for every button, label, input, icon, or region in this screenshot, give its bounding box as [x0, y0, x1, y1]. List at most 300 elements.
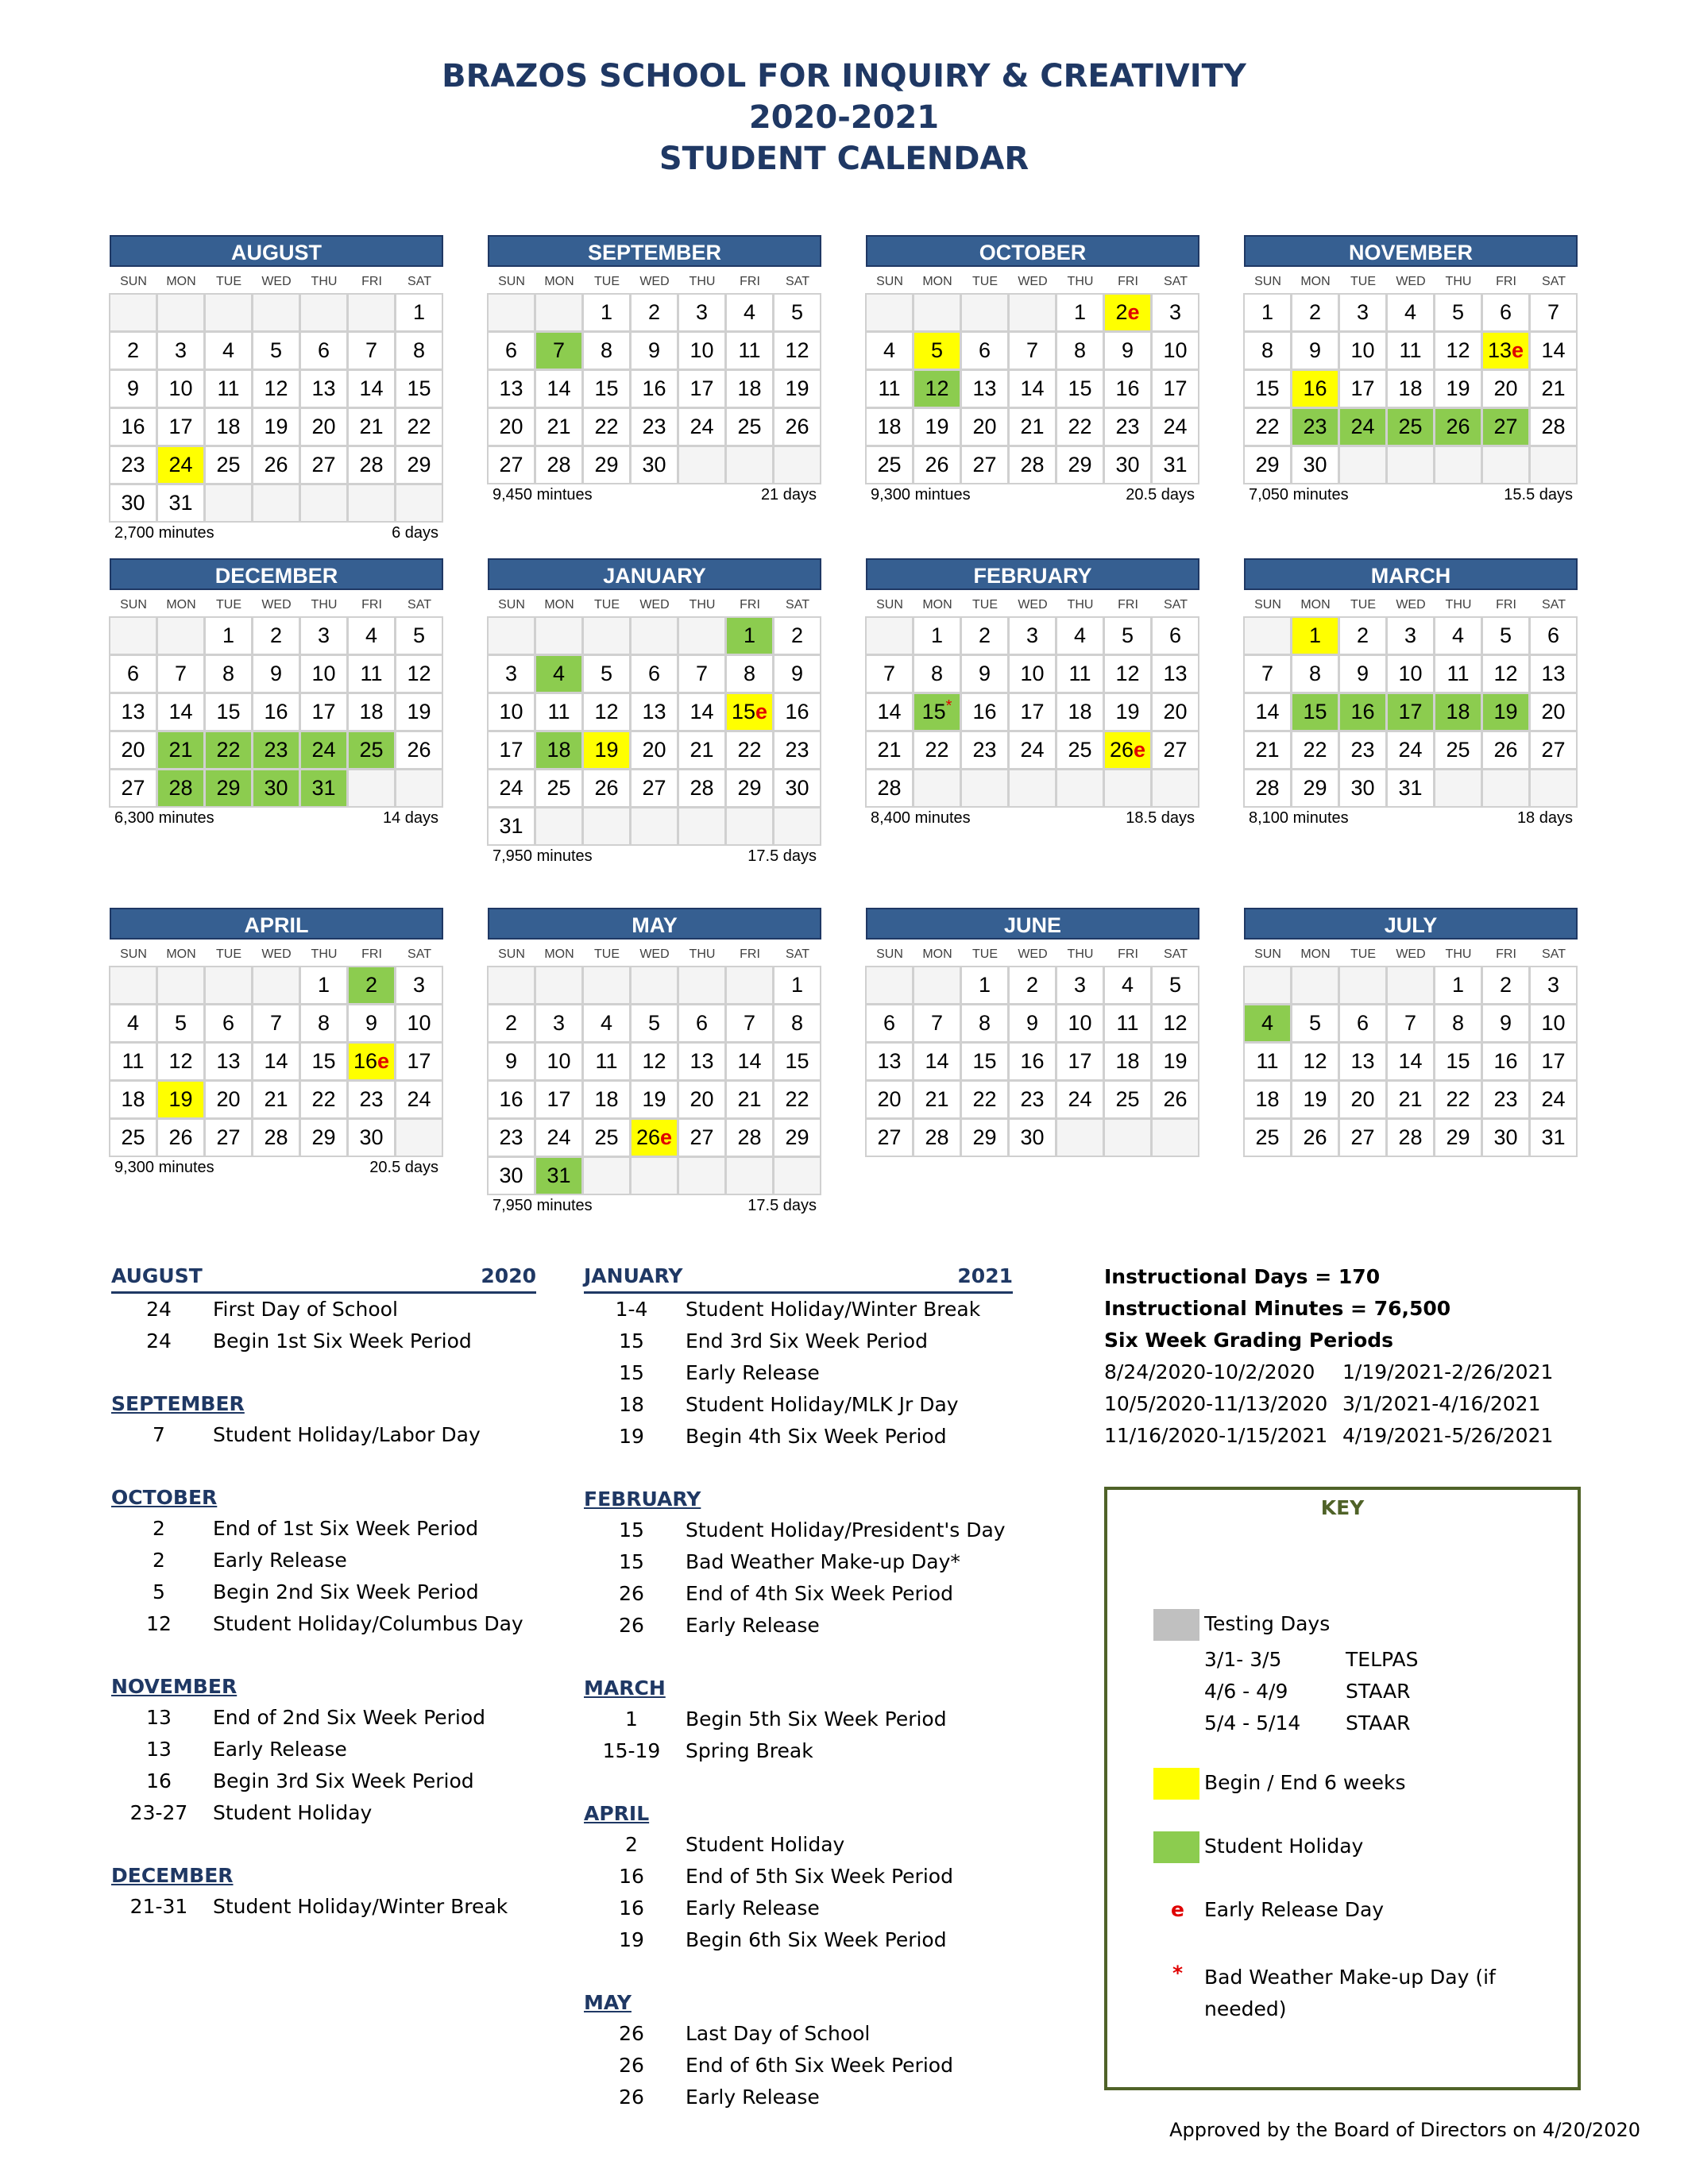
day-cell — [252, 1118, 300, 1157]
day-number: 10 — [168, 376, 193, 400]
day-cell — [1481, 407, 1530, 446]
day-cell — [1151, 331, 1199, 370]
day-number: 10 — [1020, 662, 1045, 685]
weekday-label: SAT — [786, 947, 809, 961]
day-cell — [347, 731, 396, 770]
day-cell — [773, 1042, 821, 1081]
event-row — [111, 1545, 536, 1576]
day-number: 8 — [1308, 662, 1322, 685]
empty-day-cell — [1151, 769, 1199, 808]
day-number: 18 — [1115, 1049, 1140, 1073]
day-cell — [347, 1004, 396, 1043]
day-number: 19 — [1115, 700, 1140, 723]
day-number: 10 — [689, 338, 714, 362]
day-grid — [110, 294, 443, 523]
day-number: 2 — [1026, 973, 1039, 997]
event-date: 23-27 — [129, 1801, 188, 1824]
day-cell — [773, 769, 821, 808]
day-number: 27 — [972, 453, 997, 477]
day-cell — [1291, 1004, 1339, 1043]
day-cell — [773, 369, 821, 408]
day-number: 18 — [547, 738, 571, 762]
day-number: 30 — [1303, 453, 1327, 477]
weekday-row — [1244, 593, 1578, 617]
event-row — [584, 1389, 1013, 1421]
grading-period-row: 11/16/2020-1/15/2021 4/19/2021-5/26/2021 — [1104, 1424, 1554, 1447]
event-row — [584, 1893, 1013, 1924]
day-cell — [1291, 1080, 1339, 1119]
day-cell — [1386, 769, 1435, 808]
day-cell — [156, 1042, 205, 1081]
event-section-may — [584, 1988, 1013, 2113]
day-number: 11 — [1116, 1011, 1139, 1035]
weekday-label: TUE — [594, 947, 620, 961]
day-number: 20 — [121, 738, 145, 762]
day-number: 1 — [1451, 973, 1465, 997]
day-cell — [913, 446, 961, 484]
day-number: 17 — [689, 376, 714, 400]
day-number: 12 — [168, 1049, 193, 1073]
day-number: 5 — [412, 623, 426, 647]
weekday-label: SUN — [498, 947, 525, 961]
day-cell — [1529, 616, 1578, 655]
event-date: 26 — [619, 1614, 644, 1637]
day-number: 25 — [1115, 1087, 1140, 1111]
month-totals — [1244, 809, 1578, 828]
day-number: 21 — [1541, 376, 1566, 400]
day-cell — [1529, 654, 1578, 693]
weekday-label: SUN — [1254, 275, 1281, 288]
day-cell — [913, 1042, 961, 1081]
day-cell — [1056, 966, 1104, 1005]
minutes-total: 6,300 minutes — [114, 809, 214, 827]
day-cell — [252, 1042, 300, 1081]
day-cell — [535, 1080, 583, 1119]
day-number: 4 — [600, 1011, 613, 1035]
event-section-october — [111, 1483, 536, 1640]
day-cell — [1338, 769, 1387, 808]
day-cell — [1481, 331, 1530, 370]
event-date: 13 — [146, 1706, 172, 1729]
event-month-heading — [584, 1799, 1013, 1829]
day-cell — [1151, 1080, 1199, 1119]
day-cell — [773, 731, 821, 770]
weekday-label: SUN — [876, 275, 903, 288]
day-number: 2 — [1499, 973, 1512, 997]
day-cell — [252, 693, 300, 731]
event-description: Student Holiday/Labor Day — [213, 1423, 481, 1446]
event-description: Student Holiday — [686, 1833, 845, 1856]
day-number: 15 — [216, 700, 241, 723]
days-total: 17.5 days — [747, 847, 817, 865]
day-cell — [156, 1004, 205, 1043]
day-number: 22 — [785, 1087, 809, 1111]
day-cell — [1434, 293, 1482, 332]
grading-period-row: 10/5/2020-11/13/2020 3/1/2021-4/16/2021 — [1104, 1392, 1541, 1415]
month-header: OCTOBER — [866, 235, 1199, 267]
event-date: 24 — [146, 1329, 172, 1352]
day-number: 18 — [1255, 1087, 1280, 1111]
key-box — [1104, 1487, 1581, 2090]
day-number: 4 — [1073, 623, 1087, 647]
day-number: 16 — [1493, 1049, 1518, 1073]
day-number: 30 — [1020, 1125, 1045, 1149]
day-number: 17 — [168, 415, 193, 438]
weekday-label: SUN — [120, 275, 147, 288]
day-cell — [630, 731, 678, 770]
day-cell — [395, 966, 443, 1005]
day-cell — [299, 616, 348, 655]
day-cell — [1529, 1004, 1578, 1043]
event-date: 2 — [625, 1833, 638, 1856]
days-total: 18.5 days — [1126, 809, 1195, 827]
event-row — [584, 1861, 1013, 1893]
event-description: Student Holiday/Columbus Day — [213, 1612, 523, 1635]
event-description: End 3rd Six Week Period — [686, 1329, 928, 1352]
month-header: AUGUST — [110, 235, 443, 267]
empty-day-cell — [535, 966, 583, 1005]
day-cell — [1481, 693, 1530, 731]
day-cell — [630, 331, 678, 370]
month-july — [1244, 908, 1578, 1157]
day-cell — [156, 769, 205, 808]
day-number: 27 — [121, 776, 145, 800]
day-number: 28 — [1020, 453, 1045, 477]
school-name: BRAZOS SCHOOL FOR INQUIRY & CREATIVITY — [442, 58, 1246, 95]
event-month-heading — [584, 1988, 1013, 2018]
day-number: 26 — [594, 776, 619, 800]
empty-day-cell — [204, 966, 253, 1005]
day-number: 8 — [790, 1011, 804, 1035]
day-number: 16 — [1020, 1049, 1045, 1073]
weekday-label: THU — [311, 275, 338, 288]
day-cell — [1243, 731, 1292, 770]
bad-weather-marker: * — [945, 697, 952, 715]
empty-day-cell — [678, 1156, 726, 1195]
day-number: 17 — [547, 1087, 571, 1111]
day-cell — [678, 1042, 726, 1081]
day-number: 19 — [594, 738, 619, 762]
weekday-label: MON — [544, 275, 574, 288]
day-cell — [1338, 654, 1387, 693]
weekday-row — [488, 593, 821, 617]
day-number: 19 — [264, 415, 288, 438]
empty-day-cell — [1529, 769, 1578, 808]
day-number: 7 — [174, 662, 187, 685]
days-total: 14 days — [382, 809, 438, 827]
empty-day-cell — [347, 484, 396, 523]
event-month-name: OCTOBER — [111, 1486, 218, 1509]
day-cell — [1291, 654, 1339, 693]
day-cell — [347, 693, 396, 731]
day-cell — [1291, 369, 1339, 408]
event-row — [584, 1357, 1013, 1389]
day-number: 2 — [504, 1011, 518, 1035]
event-row — [584, 1546, 1013, 1578]
day-cell — [1056, 1042, 1104, 1081]
testing-label: Testing Days — [1204, 1612, 1331, 1635]
month-april — [110, 908, 443, 1177]
weekday-label: WED — [261, 947, 292, 961]
event-description: Early Release — [686, 1361, 820, 1384]
day-cell — [156, 1118, 205, 1157]
event-month-name: JANUARY — [584, 1264, 683, 1287]
event-row — [584, 1610, 1013, 1642]
day-number: 30 — [121, 491, 145, 515]
day-cell — [535, 654, 583, 693]
day-number: 8 — [978, 1011, 991, 1035]
day-number: 12 — [1115, 662, 1140, 685]
month-header: MAY — [488, 908, 821, 940]
day-number: 12 — [1303, 1049, 1327, 1073]
day-cell — [865, 1118, 914, 1157]
day-number: 8 — [743, 662, 756, 685]
day-cell — [395, 446, 443, 484]
day-number: 11 — [1256, 1049, 1279, 1073]
day-number: 23 — [264, 738, 288, 762]
day-number: 1 — [1073, 300, 1087, 324]
day-number: 3 — [412, 973, 426, 997]
day-number: 3 — [1356, 300, 1369, 324]
month-totals — [866, 486, 1199, 504]
days-total: 20.5 days — [1126, 486, 1195, 504]
weekday-label: FRI — [740, 598, 760, 612]
weekday-label: SUN — [498, 598, 525, 612]
empty-day-cell — [725, 446, 774, 484]
day-number: 25 — [594, 1125, 619, 1149]
day-number: 23 — [359, 1087, 384, 1111]
day-number: 26 — [785, 415, 809, 438]
weekday-label: TUE — [1350, 947, 1376, 961]
weekday-label: SAT — [1542, 275, 1566, 288]
calendar-title — [0, 56, 1688, 179]
day-number: 24 — [168, 453, 193, 477]
day-number: 21 — [737, 1087, 762, 1111]
day-cell — [156, 693, 205, 731]
early-symbol: e — [1171, 1898, 1184, 1921]
empty-day-cell — [156, 966, 205, 1005]
day-number: 27 — [877, 1125, 902, 1149]
day-cell — [1103, 731, 1152, 770]
day-cell — [1386, 654, 1435, 693]
day-cell — [725, 293, 774, 332]
day-cell — [1243, 407, 1292, 446]
day-cell — [299, 769, 348, 808]
empty-day-cell — [582, 966, 631, 1005]
day-cell — [678, 1080, 726, 1119]
event-description: Student Holiday — [213, 1801, 373, 1824]
day-number: 30 — [359, 1125, 384, 1149]
day-cell — [1386, 293, 1435, 332]
empty-day-cell — [535, 616, 583, 655]
event-row — [111, 1891, 536, 1923]
event-date: 26 — [619, 2054, 644, 2077]
day-number: 26 — [635, 1125, 660, 1149]
day-number: 1 — [222, 623, 235, 647]
month-january — [488, 558, 821, 866]
event-month-name: MAY — [584, 1991, 632, 2014]
day-cell — [204, 731, 253, 770]
day-number: 26 — [1163, 1087, 1188, 1111]
event-year: 2021 — [957, 1264, 1013, 1287]
day-cell — [299, 731, 348, 770]
day-number: 25 — [1255, 1125, 1280, 1149]
day-number: 20 — [1541, 700, 1566, 723]
day-cell — [535, 1156, 583, 1195]
day-cell — [1481, 293, 1530, 332]
day-cell — [347, 1118, 396, 1157]
weekday-label: SAT — [1542, 598, 1566, 612]
empty-day-cell — [1056, 769, 1104, 808]
day-number: 1 — [1308, 623, 1322, 647]
day-cell — [347, 1042, 396, 1081]
day-cell — [252, 616, 300, 655]
day-cell — [1103, 966, 1152, 1005]
day-number: 8 — [930, 662, 944, 685]
day-cell — [725, 1004, 774, 1043]
empty-day-cell — [347, 769, 396, 808]
day-number: 15 — [594, 376, 619, 400]
day-number: 6 — [647, 662, 661, 685]
event-description: End of 2nd Six Week Period — [213, 1706, 486, 1729]
day-number: 16 — [121, 415, 145, 438]
event-month-heading — [111, 1483, 536, 1513]
event-month-name: SEPTEMBER — [111, 1392, 245, 1415]
day-cell — [535, 369, 583, 408]
event-row — [111, 1734, 536, 1765]
day-cell — [1338, 1118, 1387, 1157]
day-number: 4 — [222, 338, 235, 362]
day-number: 28 — [359, 453, 384, 477]
month-totals — [488, 486, 821, 504]
day-cell — [773, 407, 821, 446]
day-number: 14 — [359, 376, 384, 400]
day-number: 4 — [126, 1011, 140, 1035]
weekday-label: WED — [1018, 598, 1048, 612]
day-cell — [1056, 1080, 1104, 1119]
days-total: 21 days — [760, 486, 817, 504]
event-row — [584, 1829, 1013, 1861]
day-number: 24 — [499, 776, 523, 800]
day-number: 16 — [642, 376, 666, 400]
day-number: 9 — [269, 662, 283, 685]
day-number: 22 — [972, 1087, 997, 1111]
day-cell — [1103, 446, 1152, 484]
day-number: 21 — [359, 415, 384, 438]
empty-day-cell — [1338, 966, 1387, 1005]
day-cell — [395, 1042, 443, 1081]
day-number: 2 — [978, 623, 991, 647]
day-number: 6 — [1356, 1011, 1369, 1035]
day-cell — [1529, 331, 1578, 370]
day-cell — [1243, 369, 1292, 408]
day-cell — [347, 654, 396, 693]
day-cell — [1151, 407, 1199, 446]
day-cell — [630, 446, 678, 484]
event-description: Begin 1st Six Week Period — [213, 1329, 472, 1352]
day-number: 1 — [743, 623, 756, 647]
day-cell — [1338, 407, 1387, 446]
day-cell — [1291, 1118, 1339, 1157]
day-cell — [678, 693, 726, 731]
day-cell — [630, 654, 678, 693]
weekday-label: SUN — [1254, 598, 1281, 612]
day-cell — [1481, 369, 1530, 408]
early-release-marker: e — [755, 700, 768, 723]
event-row — [584, 1578, 1013, 1610]
grading-periods-title: Six Week Grading Periods — [1104, 1329, 1394, 1352]
event-description: Student Holiday/Winter Break — [213, 1895, 508, 1918]
day-cell — [773, 1118, 821, 1157]
day-number: 23 — [642, 415, 666, 438]
day-cell — [1529, 731, 1578, 770]
weekday-label: THU — [1067, 275, 1094, 288]
event-description: Bad Weather Make-up Day* — [686, 1550, 960, 1573]
empty-day-cell — [582, 807, 631, 846]
day-cell — [1103, 1042, 1152, 1081]
day-number: 23 — [121, 453, 145, 477]
weekday-label: THU — [689, 947, 716, 961]
day-cell — [1529, 407, 1578, 446]
weekday-label: MON — [166, 947, 196, 961]
day-cell — [1151, 654, 1199, 693]
day-cell — [630, 407, 678, 446]
event-date: 15 — [619, 1361, 644, 1384]
day-cell — [1529, 1118, 1578, 1157]
day-cell — [1291, 446, 1339, 484]
weekday-row — [1244, 270, 1578, 294]
day-number: 24 — [1020, 738, 1045, 762]
day-cell — [582, 731, 631, 770]
event-row — [584, 1421, 1013, 1453]
day-cell — [252, 1080, 300, 1119]
weekday-label: MON — [166, 275, 196, 288]
day-cell — [204, 407, 253, 446]
day-cell — [960, 616, 1009, 655]
day-cell — [109, 1080, 157, 1119]
day-cell — [487, 1118, 535, 1157]
month-header: MARCH — [1244, 558, 1578, 590]
day-number: 26 — [168, 1125, 193, 1149]
empty-day-cell — [1056, 1118, 1104, 1157]
day-number: 15 — [1255, 376, 1280, 400]
weekday-row — [110, 270, 443, 294]
day-cell — [395, 616, 443, 655]
day-number: 1 — [600, 300, 613, 324]
day-cell — [156, 407, 205, 446]
weekday-row — [866, 593, 1199, 617]
day-number: 11 — [122, 1049, 145, 1073]
minutes-total: 8,100 minutes — [1249, 809, 1349, 827]
star-symbol: * — [1172, 1962, 1184, 1985]
empty-day-cell — [204, 293, 253, 332]
approval-note: Approved by the Board of Directors on 4/20/2020 — [1169, 2119, 1640, 2141]
event-date: 1 — [625, 1707, 638, 1731]
day-number: 8 — [1073, 338, 1087, 362]
day-number: 27 — [1493, 415, 1518, 438]
day-cell — [1434, 407, 1482, 446]
day-cell — [725, 616, 774, 655]
day-number: 19 — [925, 415, 949, 438]
day-number: 22 — [737, 738, 762, 762]
day-cell — [960, 407, 1009, 446]
day-number: 21 — [877, 738, 902, 762]
day-number: 2 — [1308, 300, 1322, 324]
day-cell — [204, 616, 253, 655]
day-cell — [582, 407, 631, 446]
empty-day-cell — [347, 293, 396, 332]
empty-day-cell — [1386, 966, 1435, 1005]
